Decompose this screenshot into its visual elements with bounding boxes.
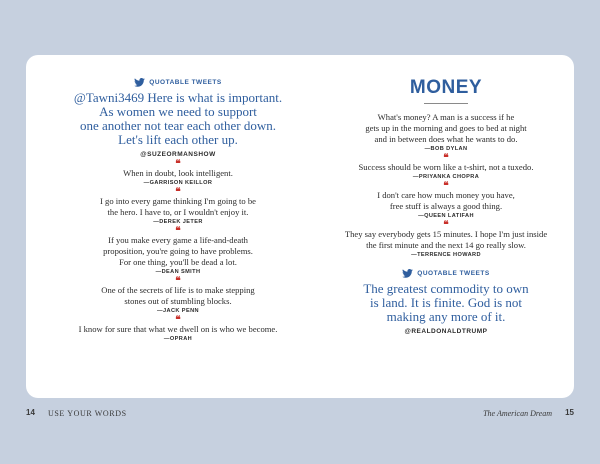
quote-mark-icon: ❝ bbox=[443, 153, 449, 164]
quote-text bbox=[322, 112, 570, 145]
quote-text bbox=[322, 190, 570, 212]
quote-author: —TERRENCE HOWARD bbox=[411, 252, 481, 258]
tweet-label: QUOTABLE TWEETS bbox=[149, 78, 222, 86]
quote-line: For one thing, you'll be dead a lot. bbox=[119, 257, 237, 267]
quote-line: the hero. I have to, or I wouldn't enjoy it. bbox=[107, 207, 249, 217]
quote-text bbox=[322, 162, 570, 173]
quote-line: the first minute and the next 14 go really slow. bbox=[366, 240, 526, 250]
tweet-line: one another not tear each other down. bbox=[79, 118, 276, 133]
quote-line: They say everybody gets 15 minutes. I hope I'm just inside bbox=[344, 229, 548, 239]
quote-mark-icon: ❝ bbox=[175, 226, 181, 237]
quote-line: stones out of stumbling blocks. bbox=[124, 296, 232, 306]
quote-line: and in between does what he wants to do. bbox=[374, 134, 518, 144]
tweet-handle: @REALDONALDTRUMP bbox=[404, 328, 488, 335]
quote-line: proposition, you're going to have problems. bbox=[103, 246, 253, 256]
page-number-right: 15 bbox=[565, 408, 574, 417]
page-number-left: 14 bbox=[26, 408, 35, 417]
quote-mark-icon: ❝ bbox=[175, 187, 181, 198]
running-head-left: USE YOUR WORDS bbox=[48, 409, 127, 418]
tweet-text bbox=[322, 282, 570, 324]
quote-line: What's money? A man is a success if he bbox=[377, 112, 515, 122]
quote-line: One of the secrets of life is to make stepping bbox=[101, 285, 255, 295]
quote-line: free stuff is always a good thing. bbox=[389, 201, 503, 211]
quote-line: I go into every game thinking I'm going to be bbox=[100, 196, 256, 206]
tweet-line: @Tawni3469 Here is what is important. bbox=[73, 90, 283, 105]
quote-author: —OPRAH bbox=[163, 336, 193, 342]
quote-text bbox=[58, 285, 298, 307]
section-title: MONEY bbox=[409, 77, 483, 98]
quote-mark-icon: ❝ bbox=[175, 315, 181, 326]
quote-text bbox=[58, 324, 298, 335]
tweet-line: Let's lift each other up. bbox=[118, 132, 238, 147]
tweet-text bbox=[58, 91, 298, 147]
page-footer bbox=[0, 408, 600, 428]
quote-author: —PRIYANKA CHOPRA bbox=[412, 174, 480, 180]
tweet-handle: @SUZEORMANSHOW bbox=[140, 151, 216, 158]
quote-line: gets up in the morning and goes to bed at night bbox=[365, 123, 527, 133]
quote-mark-icon: ❝ bbox=[443, 220, 449, 231]
quote-line: Success should be worn like a t-shirt, not a tuxedo. bbox=[358, 162, 534, 172]
quote-mark-icon: ❝ bbox=[175, 276, 181, 287]
twitter-bird-icon bbox=[402, 269, 413, 278]
tweet-line: is land. It is finite. God is not bbox=[369, 295, 523, 310]
tweet-header bbox=[322, 266, 570, 280]
quote-text bbox=[58, 196, 298, 218]
quote-mark-icon: ❝ bbox=[443, 181, 449, 192]
quote-author: —JACK PENN bbox=[157, 308, 199, 314]
content-card bbox=[26, 55, 574, 398]
quote-mark-icon: ❝ bbox=[175, 159, 181, 170]
running-head-right: The American Dream bbox=[483, 409, 552, 418]
quote-line: If you make every game a life-and-death bbox=[108, 235, 248, 245]
tweet-line: The greatest commodity to own bbox=[363, 281, 529, 296]
quote-author: —DEREK JETER bbox=[153, 219, 203, 225]
quote-text bbox=[322, 229, 570, 251]
quote-author: —DEAN SMITH bbox=[155, 269, 201, 275]
twitter-bird-icon bbox=[134, 78, 145, 87]
tweet-header bbox=[58, 75, 298, 89]
tweet-label: QUOTABLE TWEETS bbox=[417, 269, 490, 277]
quote-line: I know for sure that what we dwell on is who we become. bbox=[78, 324, 278, 334]
title-divider bbox=[424, 103, 468, 104]
quote-line: When in doubt, look intelligent. bbox=[123, 168, 233, 178]
quote-text bbox=[58, 235, 298, 268]
tweet-line: making any more of it. bbox=[386, 309, 506, 324]
right-column bbox=[322, 75, 570, 335]
left-column bbox=[58, 75, 298, 342]
quote-line: I don't care how much money you have, bbox=[377, 190, 515, 200]
quote-author: —GARRISON KEILLOR bbox=[143, 180, 213, 186]
tweet-line: As women we need to support bbox=[99, 104, 257, 119]
quote-text bbox=[58, 168, 298, 179]
quote-author: —QUEEN LATIFAH bbox=[418, 213, 474, 219]
quote-author: —BOB DYLAN bbox=[424, 146, 468, 152]
